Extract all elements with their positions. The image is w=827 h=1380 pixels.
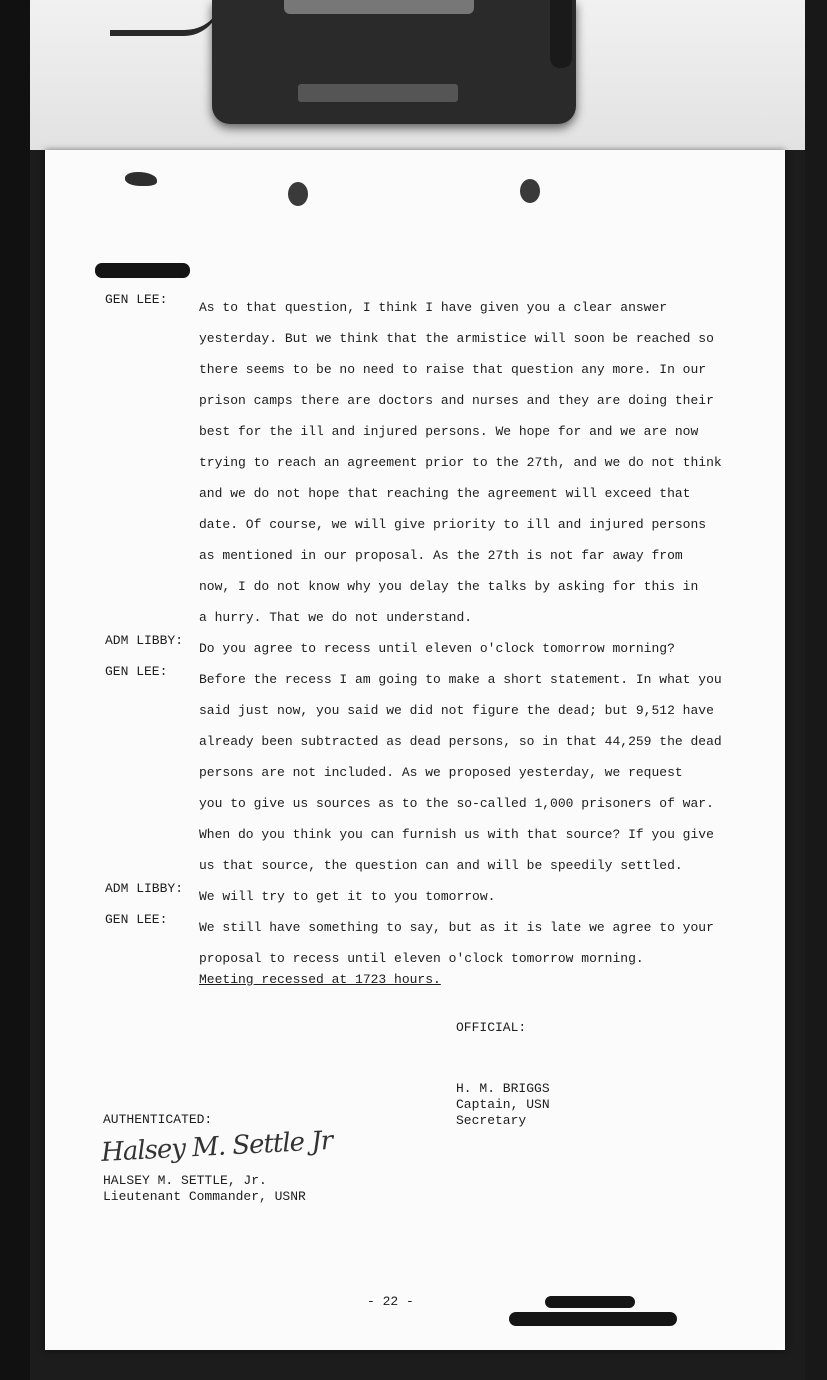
authenticator-name: HALSEY M. SETTLE, Jr. — [103, 1173, 267, 1188]
speech-line: us that source, the question can and will be speedily settled. — [199, 858, 683, 873]
signer-name: H. M. BRIGGS — [456, 1081, 550, 1096]
speech-line: yesterday. But we think that the armistice will soon be reached so — [199, 331, 714, 346]
speech-line: When do you think you can furnish us with that source? If you give — [199, 827, 714, 842]
signer-title: Secretary — [456, 1113, 527, 1128]
speech-line: now, I do not know why you delay the talks by asking for this in — [199, 579, 699, 594]
speech-line: and we do not hope that reaching the agreement will exceed that — [199, 486, 691, 501]
speech-line: already been subtracted as dead persons, so in that 44,259 the dead — [199, 734, 722, 749]
speech-line: We will try to get it to you tomorrow. — [199, 889, 496, 904]
speaker-label: GEN LEE: — [105, 912, 168, 927]
handwritten-signature: Halsey M. Settle Jr — [100, 1125, 333, 1169]
counter-dial — [284, 0, 474, 14]
speech-line: We still have something to say, but as it is late we agree to your — [199, 920, 714, 935]
official-label: OFFICIAL: — [456, 1020, 527, 1035]
speaker-label: ADM LIBBY: — [105, 881, 184, 896]
speech-line: prison camps there are doctors and nurses and they are doing their — [199, 393, 714, 408]
speech-line: Before the recess I am going to make a short statement. In what you — [199, 672, 722, 687]
ink-blot — [125, 172, 157, 186]
punch-hole-right — [520, 179, 540, 203]
official-signer-block — [456, 1081, 550, 1129]
punch-hole-left — [288, 182, 308, 206]
speaker-label: GEN LEE: — [105, 292, 168, 307]
speech-line: As to that question, I think I have given you a clear answer — [199, 300, 668, 315]
redaction-bar-bottom-lower — [509, 1312, 677, 1326]
speaker-label: ADM LIBBY: — [105, 633, 184, 648]
microfilm-camera — [212, 0, 576, 124]
speech-text — [199, 292, 729, 633]
speaker-label: GEN LEE: — [105, 664, 168, 679]
film-border-left — [0, 0, 30, 1380]
speech-line: said just now, you said we did not figure the dead; but 9,512 have — [199, 703, 714, 718]
signer-rank: Captain, USN — [456, 1097, 550, 1112]
camera-nameplate — [298, 84, 458, 102]
speech-text — [199, 664, 729, 881]
speech-line: proposal to recess until eleven o'clock tomorrow morning. — [199, 951, 644, 966]
redaction-bar-top — [95, 263, 190, 278]
speech-line: date. Of course, we will give priority to ill and injured persons — [199, 517, 707, 532]
speech-line: as mentioned in our proposal. As the 27th is not far away from — [199, 548, 683, 563]
speech-line: you to give us sources as to the so-called 1,000 prisoners of war. — [199, 796, 714, 811]
speech-line: persons are not included. As we proposed yesterday, we request — [199, 765, 683, 780]
document-page — [45, 150, 785, 1350]
recess-note: Meeting recessed at 1723 hours. — [199, 972, 441, 987]
page-number: - 22 - — [367, 1294, 414, 1309]
authenticator-rank: Lieutenant Commander, USNR — [103, 1189, 306, 1204]
camera-knob — [550, 0, 572, 68]
speech-line: trying to reach an agreement prior to the 27th, and we do not think — [199, 455, 722, 470]
speech-text — [199, 881, 729, 912]
authenticated-label: AUTHENTICATED: — [103, 1112, 213, 1127]
authenticator-block — [103, 1173, 306, 1205]
film-border-right — [805, 0, 827, 1380]
speech-line: Do you agree to recess until eleven o'clock tomorrow morning? — [199, 641, 675, 656]
speech-text — [199, 633, 729, 664]
speech-line: a hurry. That we do not understand. — [199, 610, 473, 625]
speech-line: there seems to be no need to raise that question any more. In our — [199, 362, 707, 377]
redaction-bar-bottom-upper — [545, 1296, 635, 1308]
speech-line: best for the ill and injured persons. We hope for and we are now — [199, 424, 699, 439]
speech-text — [199, 912, 729, 974]
